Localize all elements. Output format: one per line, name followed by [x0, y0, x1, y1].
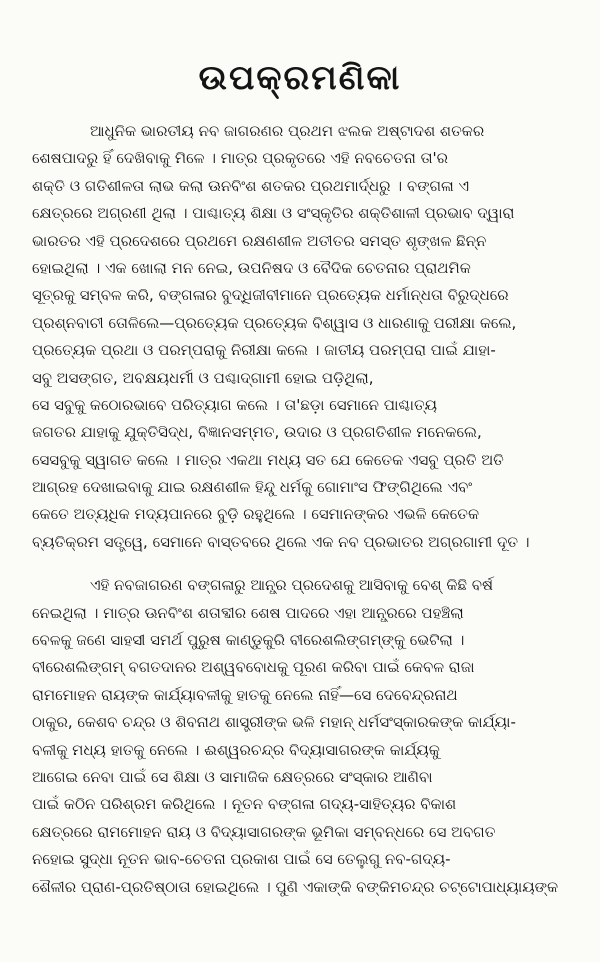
paragraph-line: ଏହି ନବଜାଗରଣ ବଙ୍ଗଳାରୁ ଆନ୍ଧ୍ର ପ୍ରଦେଶକୁ ଆସିବାକୁ ବେଶ୍ କିଛି ବର୍ଷ: [90, 576, 494, 595]
paragraph-line: ବଳୀକୁ ମଧ୍ୟ ହାତକୁ ନେଲେ । ଈଶ୍ୱରଚନ୍ଦ୍ର ବିଦ୍ୟାସାଗରଙ୍କ କାର୍ଯ୍ୟକୁ: [32, 740, 440, 759]
paragraph-line: ପାଇଁ କଠିନ ପରିଶ୍ରମ କରିଥିଲେ । ନୂତନ ବଙ୍ଗଳା ଗଦ୍ୟ-ସାହିତ୍ୟର ବିକାଶ: [32, 795, 457, 814]
paragraph-line: ସେସବୁକୁ ସ୍ୱାଗତ କଲେ । ମାତ୍ର ଏକଥା ମଧ୍ୟ ସତ ଯେ କେତେକ ଏସବୁ ପ୍ରତି ଅତି: [32, 450, 504, 469]
paragraph-gap: [32, 556, 580, 572]
paragraph-line: କ୍ଷେତ୍ରରେ ଅଗ୍ରଣୀ ଥିଲା । ପାଶ୍ଚାତ୍ୟ ଶିକ୍ଷା ଓ ସଂସ୍କୃତିର ଶକ୍ତିଶାଳୀ ପ୍ରଭାବ ଦ୍ୱାରା: [32, 204, 515, 223]
paragraph-line: ଶେଷପାଦରୁ ହିଁ ଦେଖିବାକୁ ମିଳେ । ମାତ୍ର ପ୍ରକୃତରେ ଏହି ନବଚେତନା ତା'ର: [32, 149, 449, 168]
paragraph-line: ବ୍ୟତିକ୍ରମ ସତ୍ତ୍ୱେ, ସେମାନେ ବାସ୍ତବରେ ଥିଲେ ଏକ ନବ ପ୍ରଭାତର ଅଗ୍ରଗାମୀ ଦୂତ ।: [32, 532, 530, 551]
paragraph-line: ପ୍ରତ୍ୟେକ ପ୍ରଥା ଓ ପରମ୍ପରାକୁ ନିରୀକ୍ଷା କଲେ । ଜାତୀୟ ପରମ୍ପରା ପାଇଁ ଯାହା-: [32, 341, 496, 360]
paragraph-line: ଆଧୁନିକ ଭାରତୀୟ ନବ ଜାଗରଣର ପ୍ରଥମ ଝଲକ ଅଷ୍ଟାଦଶ ଶତକର: [90, 122, 485, 140]
chapter-body: [32, 118, 580, 901]
paragraph-line: କ୍ଷେତ୍ରରେ ରାମମୋହନ ରାୟ ଓ ବିଦ୍ୟାସାଗରଙ୍କ ଭୂମିକା ସମ୍ବନ୍ଧରେ ସେ ଅବଗତ: [32, 822, 496, 841]
paragraph-line: ନହୋଇ ସୁଦ୍ଧା ନୂତନ ଭାବ-ଚେତନା ପ୍ରକାଶ ପାଇଁ ସେ ତେଲୁଗୁ ନବ-ଗଦ୍ୟ-: [32, 850, 451, 869]
paragraph-line: ଶକ୍ତି ଓ ଗତିଶୀଳତା ଲାଭ କଲା ଊନବିଂଶ ଶତକର ପ୍ରଥମାର୍ଦ୍ଧରୁ । ବଙ୍ଗଳା ଏ: [32, 176, 470, 195]
paragraph-line: ଆଗ୍ରହ ଦେଖାଇବାକୁ ଯାଇ ରକ୍ଷଣଶୀଳ ହିନ୍ଦୁ ଧର୍ମକୁ ଗୋମାଂସ ଫିଙ୍ଗିଥିଲେ ଏବଂ: [32, 478, 473, 497]
paragraph-line: ନେଇଥିଲା । ମାତ୍ର ଊନବିଂଶ ଶତାବ୍ଦୀର ଶେଷ ପାଦରେ ଏହା ଆନ୍ଧ୍ରରେ ପହଞ୍ଚିଲା: [32, 603, 464, 622]
chapter-title: ଉପକ୍ରମଣିକା: [198, 58, 402, 98]
paragraph-line: ସୂତ୍ରକୁ ସମ୍ବଳ କରି, ବଙ୍ଗଳାର ବୁଦ୍ଧିଜୀବୀମାନେ ପ୍ରତ୍ୟେକ ଧର୍ମାନ୍ଧତା ବିରୁଦ୍ଧରେ: [32, 286, 509, 305]
paragraph-line: ଜଗତର ଯାହାକୁ ଯୁକ୍ତିସିଦ୍ଧ, ବିଜ୍ଞାନସମ୍ମତ, ଉଦାର ଓ ପ୍ରଗତିଶୀଳ ମନେକଲେ,: [32, 423, 482, 442]
paragraph-line: ଭାରତର ଏହି ପ୍ରଦେଶରେ ପ୍ରଥମେ ରକ୍ଷଣଶୀଳ ଅତୀତର ସମସ୍ତ ଶୃଙ୍ଖଳ ଛିନ୍ନ: [32, 231, 487, 250]
paragraph-line: ଠାକୁର, କେଶବ ଚନ୍ଦ୍ର ଓ ଶିବନାଥ ଶାସ୍ତ୍ରୀଙ୍କ ଭଳି ମହାନ୍ ଧର୍ମସଂସ୍କାରକଙ୍କ କାର୍ଯ୍ୟା-: [32, 713, 516, 732]
paragraph-line: ସବୁ ଅସଙ୍ଗତ, ଅବକ୍ଷୟଧର୍ମୀ ଓ ପଶ୍ଚାଦ୍‌ଗାମୀ ହୋଇ ପଡ଼ିଥିଲା,: [32, 368, 374, 387]
paragraph-line: କେତେ ଅତ୍ୟଧିକ ମଦ୍ୟପାନରେ ବୁଡ଼ି ରହୁଥିଲେ । ସେମାନଙ୍କର ଏଭଳି କେତେକ: [32, 505, 480, 524]
paragraph-line: ରାମମୋହନ ରାୟଙ୍କ କାର୍ଯ୍ୟାବଳୀକୁ ହାତକୁ ନେଲେ ନାହିଁ—ସେ ଦେବେନ୍ଦ୍ରନାଥ: [32, 685, 458, 704]
paragraph-line: ଶୈଳୀର ପ୍ରାଣ-ପ୍ରତିଷ୍ଠାତା ହୋଇଥିଲେ । ପୁଣି ଏକାଙ୍କି ବଙ୍କିମଚନ୍ଦ୍ର ଚଟ୍ଟୋପାଧ୍ୟାୟଙ୍କ: [32, 877, 559, 896]
paragraph-line: ପ୍ରଶ୍ନବାଚୀ ତୋଳିଲେ—ପ୍ରତ୍ୟେକ ପ୍ରତ୍ୟେକ ବିଶ୍ୱାସ ଓ ଧାରଣାକୁ ପରୀକ୍ଷା କଲେ,: [32, 313, 517, 332]
paragraph-line: ବୀରେଶଲିଙ୍ଗମ୍ ବଗତଦାନର ଅଶ୍ୱବବୋଧକୁ ପୂରଣ କରିବା ପାଇଁ କେବଳ ରାଜା: [32, 658, 475, 677]
paragraph-line: ଆଗେଇ ନେବା ପାଇଁ ସେ ଶିକ୍ଷା ଓ ସାମାଜିକ କ୍ଷେତ୍ରରେ ସଂସ୍କାର ଆଣିବା: [32, 767, 433, 786]
paragraph-line: ହୋଇଥିଲା । ଏକ ଖୋଲା ମନ ନେଇ, ଉପନିଷଦ ଓ ବୈଦିକ ଚେତନାର ପ୍ରାଥମିକ: [32, 258, 471, 277]
paragraph-line: ବେଳକୁ ଜଣେ ସାହସୀ ସମର୍ଥ ପୁରୁଷ କାଣ୍ଡୁକୁରି ବୀରେଶଲିଙ୍ଗମ୍‌ଙ୍କୁ ଭେଟିଲା ।: [32, 631, 465, 650]
paragraph-line: ସେ ସବୁକୁ କଠୋରଭାବେ ପରିତ୍ୟାଗ କଲେ । ତା'ଛଡ଼ା ସେମାନେ ପାଶ୍ଚାତ୍ୟ: [32, 395, 438, 414]
